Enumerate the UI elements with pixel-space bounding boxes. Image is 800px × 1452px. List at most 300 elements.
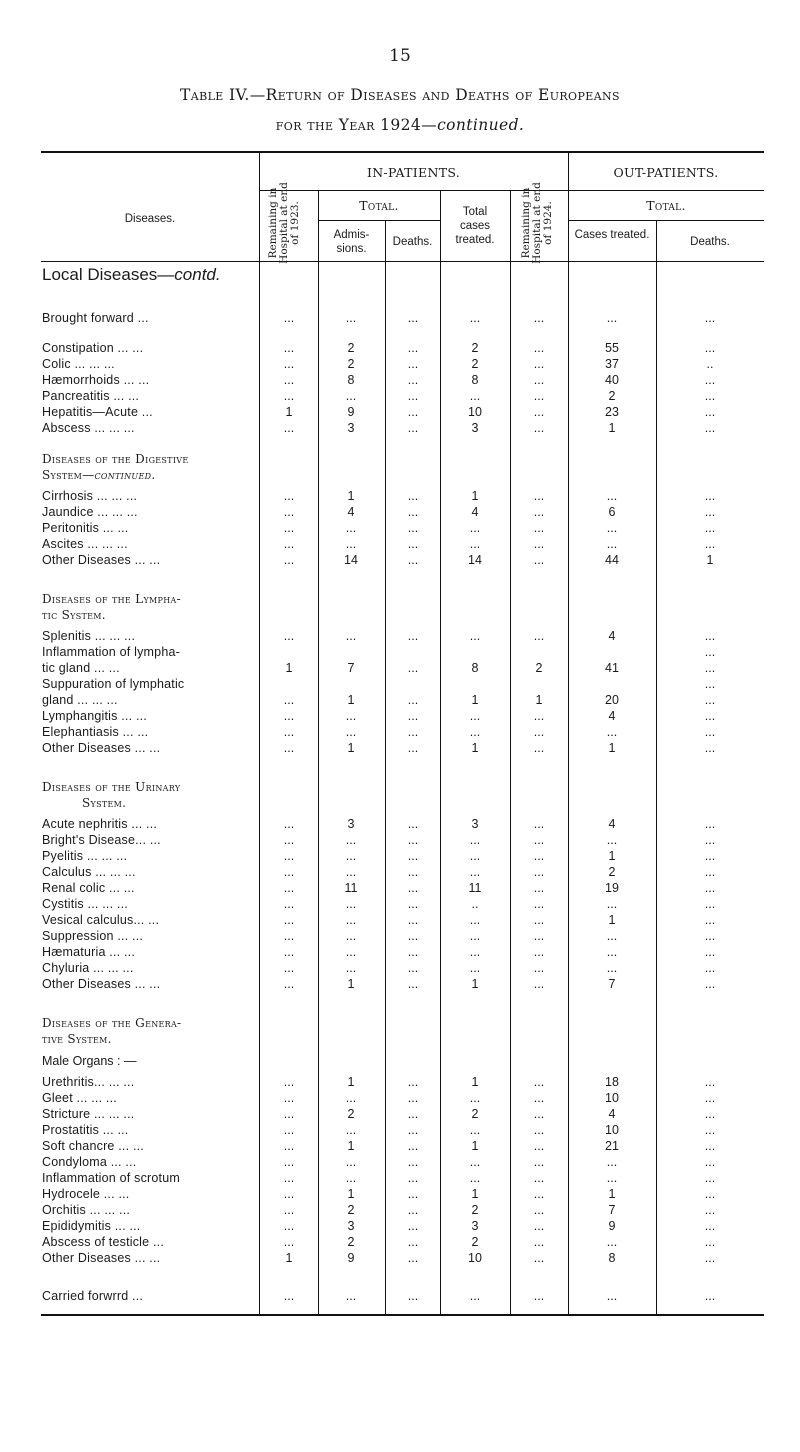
table-cell: 1 bbox=[471, 1139, 479, 1153]
table-cell: ... bbox=[533, 725, 545, 739]
disease-label: Hæmaturia ... ... bbox=[42, 945, 136, 959]
disease-label: Stricture ... ... ... bbox=[42, 1107, 135, 1121]
disease-label: Elephantiasis ... ... bbox=[42, 725, 149, 739]
table-cell: ... bbox=[704, 725, 716, 739]
table-cell: ... bbox=[283, 817, 295, 831]
disease-label: Orchitis ... ... ... bbox=[42, 1203, 131, 1217]
disease-label: Other Diseases ... ... bbox=[42, 977, 161, 991]
table-cell: 2 bbox=[471, 341, 479, 355]
table-cell: 1 bbox=[347, 1075, 355, 1089]
table-cell: ... bbox=[407, 913, 419, 927]
table-cell: ... bbox=[533, 977, 545, 991]
section-heading: Local Diseases—contd. bbox=[42, 265, 221, 284]
table-cell: 40 bbox=[605, 373, 619, 387]
section-heading: Diseases of the Urinary bbox=[42, 780, 181, 794]
table-cell: ... bbox=[469, 865, 481, 879]
table-cell: ... bbox=[469, 537, 481, 551]
table-cell: ... bbox=[283, 929, 295, 943]
table-cell: 1 bbox=[347, 977, 355, 991]
table-cell: ... bbox=[407, 817, 419, 831]
table-cell: 7 bbox=[347, 661, 355, 675]
table-cell: ... bbox=[704, 929, 716, 943]
table-cell: ... bbox=[704, 1219, 716, 1233]
disease-label: Constipation ... ... bbox=[42, 341, 144, 355]
table-cell: ... bbox=[283, 725, 295, 739]
table-cell: 3 bbox=[347, 421, 355, 435]
remaining-1924-header: Remaining in Hospital at end of 1924. bbox=[520, 182, 554, 264]
table-cell: ... bbox=[345, 1123, 357, 1137]
disease-label: Abscess of testicle ... bbox=[42, 1235, 165, 1249]
top-rule bbox=[41, 151, 764, 153]
disease-label: Colic ... ... ... bbox=[42, 357, 115, 371]
table-cell: 4 bbox=[347, 505, 355, 519]
table-cell: ... bbox=[283, 1107, 295, 1121]
table-cell: ... bbox=[606, 929, 618, 943]
table-row bbox=[0, 389, 800, 404]
disease-label: Prostatitis ... ... bbox=[42, 1123, 129, 1137]
table-cell: ... bbox=[606, 725, 618, 739]
table-cell: 1 bbox=[471, 1187, 479, 1201]
table-cell: ... bbox=[606, 1155, 618, 1169]
table-cell: 3 bbox=[471, 421, 479, 435]
table-cell: ... bbox=[407, 489, 419, 503]
table-cell: 1 bbox=[347, 741, 355, 755]
table-cell: ... bbox=[283, 1139, 295, 1153]
table-cell: ... bbox=[407, 357, 419, 371]
table-cell: 9 bbox=[347, 1251, 355, 1265]
table-cell: ... bbox=[283, 1219, 295, 1233]
table-cell: ... bbox=[704, 1235, 716, 1249]
table-cell: 55 bbox=[605, 341, 619, 355]
table-cell: ... bbox=[345, 709, 357, 723]
table-cell: 1 bbox=[285, 1251, 293, 1265]
table-row bbox=[0, 1203, 800, 1218]
table-cell: 2 bbox=[471, 1107, 479, 1121]
table-cell: ... bbox=[704, 1139, 716, 1153]
table-cell: ... bbox=[407, 865, 419, 879]
table-cell: ... bbox=[533, 521, 545, 535]
table-cell: ... bbox=[407, 881, 419, 895]
table-cell: ... bbox=[606, 311, 618, 325]
table-cell: ... bbox=[704, 421, 716, 435]
disease-label: Urethritis... ... ... bbox=[42, 1075, 135, 1089]
table-cell: 1 bbox=[608, 421, 616, 435]
table-cell: ... bbox=[407, 389, 419, 403]
table-cell: 3 bbox=[471, 817, 479, 831]
disease-label: Other Diseases ... ... bbox=[42, 741, 161, 755]
table-cell: ... bbox=[283, 521, 295, 535]
table-cell: ... bbox=[469, 929, 481, 943]
table-row bbox=[0, 817, 800, 832]
table-cell: 8 bbox=[471, 373, 479, 387]
table-cell: ... bbox=[469, 849, 481, 863]
table-cell: ... bbox=[606, 833, 618, 847]
remaining-1923-header: Remaining in Hospital at end of 1923. bbox=[267, 182, 301, 264]
table-row bbox=[0, 405, 800, 420]
table-cell: ... bbox=[283, 913, 295, 927]
table-cell: 2 bbox=[608, 865, 616, 879]
table-cell: ... bbox=[533, 945, 545, 959]
table-cell: ... bbox=[407, 897, 419, 911]
table-cell: ... bbox=[533, 1155, 545, 1169]
table-cell: 1 bbox=[471, 977, 479, 991]
table-cell: ... bbox=[533, 1203, 545, 1217]
table-cell: ... bbox=[283, 741, 295, 755]
table-cell: 8 bbox=[471, 661, 479, 675]
table-cell: ... bbox=[704, 865, 716, 879]
section-heading: tive System. bbox=[42, 1032, 112, 1046]
table-cell: ... bbox=[533, 421, 545, 435]
table-cell: ... bbox=[533, 849, 545, 863]
disease-label: Condyloma ... ... bbox=[42, 1155, 137, 1169]
table-row bbox=[0, 849, 800, 864]
table-cell: ... bbox=[533, 1289, 545, 1303]
disease-label: Hæmorrhoids ... ... bbox=[42, 373, 150, 387]
disease-label: Soft chancre ... ... bbox=[42, 1139, 144, 1153]
table-cell: 2 bbox=[471, 1203, 479, 1217]
disease-label: Renal colic ... ... bbox=[42, 881, 135, 895]
disease-label: Brought forward ... bbox=[42, 311, 149, 325]
table-cell: ... bbox=[533, 913, 545, 927]
table-cell: ... bbox=[704, 1187, 716, 1201]
table-cell: ... bbox=[533, 389, 545, 403]
table-cell: ... bbox=[704, 677, 716, 691]
table-cell: 1 bbox=[347, 489, 355, 503]
table-cell: ... bbox=[283, 977, 295, 991]
table-cell: 14 bbox=[344, 553, 358, 567]
table-cell: ... bbox=[283, 709, 295, 723]
table-row bbox=[0, 945, 800, 960]
table-cell: 8 bbox=[608, 1251, 616, 1265]
disease-label: Acute nephritis ... ... bbox=[42, 817, 158, 831]
page-number: 15 bbox=[389, 46, 411, 66]
table-row bbox=[0, 897, 800, 912]
table-cell: 1 bbox=[608, 913, 616, 927]
table-cell: ... bbox=[407, 1139, 419, 1153]
table-cell: ... bbox=[345, 311, 357, 325]
table-cell: ... bbox=[407, 629, 419, 643]
table-cell: ... bbox=[469, 961, 481, 975]
table-cell: ... bbox=[283, 945, 295, 959]
disease-label: Pancreatitis ... ... bbox=[42, 389, 140, 403]
table-row bbox=[0, 311, 800, 326]
table-row bbox=[0, 357, 800, 372]
in-patients-header: IN-PATIENTS. bbox=[366, 165, 461, 180]
table-cell: 1 bbox=[608, 1187, 616, 1201]
table-cell: 3 bbox=[347, 817, 355, 831]
table-cell: ... bbox=[283, 1289, 295, 1303]
table-cell: ... bbox=[407, 405, 419, 419]
table-cell: 2 bbox=[471, 357, 479, 371]
disease-label: Lymphangitis ... ... bbox=[42, 709, 147, 723]
table-cell: ... bbox=[345, 521, 357, 535]
table-row bbox=[0, 489, 800, 504]
table-cell: 4 bbox=[608, 1107, 616, 1121]
table-cell: ... bbox=[533, 1219, 545, 1233]
table-cell: 2 bbox=[608, 389, 616, 403]
table-row bbox=[0, 929, 800, 944]
disease-label: Epididymitis ... ... bbox=[42, 1219, 141, 1233]
table-cell: ... bbox=[533, 373, 545, 387]
table-row bbox=[0, 693, 800, 708]
table-cell: ... bbox=[704, 1251, 716, 1265]
table-cell: ... bbox=[606, 489, 618, 503]
table-cell: 1 bbox=[285, 661, 293, 675]
table-cell: 1 bbox=[347, 1187, 355, 1201]
table-row bbox=[0, 629, 800, 644]
table-cell: 1 bbox=[471, 693, 479, 707]
table-row bbox=[0, 553, 800, 568]
table-cell: ... bbox=[704, 389, 716, 403]
table-cell: ... bbox=[283, 693, 295, 707]
table-cell: ... bbox=[407, 341, 419, 355]
table-cell: 1 bbox=[347, 693, 355, 707]
table-cell: 2 bbox=[347, 1107, 355, 1121]
table-row bbox=[0, 373, 800, 388]
table-cell: 20 bbox=[605, 693, 619, 707]
table-cell: ... bbox=[533, 1091, 545, 1105]
table-cell: 1 bbox=[471, 1075, 479, 1089]
table-row bbox=[0, 537, 800, 552]
table-cell: 10 bbox=[605, 1091, 619, 1105]
table-cell: ... bbox=[345, 1155, 357, 1169]
table-cell: ... bbox=[407, 1107, 419, 1121]
table-cell: ... bbox=[704, 341, 716, 355]
table-cell: ... bbox=[407, 661, 419, 675]
table-cell: ... bbox=[606, 961, 618, 975]
table-cell: ... bbox=[533, 897, 545, 911]
table-title: Table IV.—Return of Diseases and Deaths of Europeans bbox=[180, 86, 620, 104]
table-cell: ... bbox=[533, 1107, 545, 1121]
out-deaths-header: Deaths. bbox=[690, 236, 730, 248]
table-cell: ... bbox=[704, 373, 716, 387]
table-cell: 11 bbox=[344, 881, 358, 895]
table-cell: ... bbox=[469, 833, 481, 847]
table-cell: ... bbox=[407, 693, 419, 707]
table-row bbox=[0, 1091, 800, 1106]
disease-label: Cystitis ... ... ... bbox=[42, 897, 128, 911]
total-cases-treated-header: Total cases treated. bbox=[455, 206, 495, 246]
table-cell: ... bbox=[469, 1289, 481, 1303]
table-cell: ... bbox=[283, 629, 295, 643]
table-cell: ... bbox=[469, 945, 481, 959]
total-out-rule bbox=[568, 220, 764, 221]
table-cell: 10 bbox=[468, 1251, 482, 1265]
table-cell: ... bbox=[283, 961, 295, 975]
table-cell: 10 bbox=[468, 405, 482, 419]
table-cell: ... bbox=[606, 1289, 618, 1303]
table-cell: ... bbox=[283, 421, 295, 435]
table-cell: ... bbox=[345, 1171, 357, 1185]
table-cell: ... bbox=[407, 741, 419, 755]
table-cell: ... bbox=[283, 357, 295, 371]
table-cell: ... bbox=[533, 629, 545, 643]
admissions-header: Admis- sions. bbox=[333, 229, 370, 255]
disease-label: Hydrocele ... ... bbox=[42, 1187, 130, 1201]
table-cell: 44 bbox=[605, 553, 619, 567]
table-cell: ... bbox=[283, 341, 295, 355]
table-cell: ... bbox=[704, 1075, 716, 1089]
table-cell: ... bbox=[704, 913, 716, 927]
table-row bbox=[0, 865, 800, 880]
disease-label: Abscess ... ... ... bbox=[42, 421, 135, 435]
table-cell: 6 bbox=[608, 505, 616, 519]
table-cell: 11 bbox=[468, 881, 482, 895]
table-cell: ... bbox=[704, 629, 716, 643]
table-cell: ... bbox=[533, 405, 545, 419]
table-cell: ... bbox=[283, 389, 295, 403]
table-cell: ... bbox=[345, 865, 357, 879]
table-cell: 41 bbox=[605, 661, 619, 675]
table-row bbox=[0, 709, 800, 724]
table-cell: ... bbox=[606, 1235, 618, 1249]
table-cell: ... bbox=[533, 1187, 545, 1201]
table-cell: 7 bbox=[608, 977, 616, 991]
table-cell: ... bbox=[407, 1289, 419, 1303]
table-cell: ... bbox=[407, 1075, 419, 1089]
table-cell: 9 bbox=[608, 1219, 616, 1233]
table-cell: ... bbox=[606, 521, 618, 535]
table-cell: ... bbox=[283, 489, 295, 503]
disease-label: Hepatitis—Acute ... bbox=[42, 405, 153, 419]
table-cell: ... bbox=[704, 505, 716, 519]
table-cell: ... bbox=[469, 629, 481, 643]
table-cell: ... bbox=[345, 629, 357, 643]
table-cell: 4 bbox=[608, 817, 616, 831]
section-heading: Diseases of the Lympha- bbox=[42, 592, 181, 606]
table-row bbox=[0, 1171, 800, 1186]
table-cell: 21 bbox=[605, 1139, 619, 1153]
table-cell: 2 bbox=[347, 1235, 355, 1249]
table-row bbox=[0, 505, 800, 520]
table-cell: 9 bbox=[347, 405, 355, 419]
cases-treated-header: Cases treated. bbox=[574, 229, 650, 241]
table-cell: ... bbox=[407, 709, 419, 723]
table-cell: ... bbox=[704, 881, 716, 895]
table-cell: ... bbox=[704, 1289, 716, 1303]
table-cell: 1 bbox=[706, 553, 714, 567]
table-cell: 1 bbox=[608, 849, 616, 863]
table-cell: ... bbox=[533, 311, 545, 325]
table-cell: ... bbox=[704, 945, 716, 959]
table-cell: ... bbox=[533, 553, 545, 567]
section-heading: tic System. bbox=[42, 608, 106, 622]
table-cell: ... bbox=[283, 1187, 295, 1201]
table-cell: ... bbox=[345, 961, 357, 975]
table-cell: .. bbox=[706, 357, 714, 371]
table-cell: ... bbox=[345, 929, 357, 943]
table-cell: ... bbox=[283, 849, 295, 863]
disease-label: Calculus ... ... ... bbox=[42, 865, 136, 879]
table-cell: .. bbox=[471, 897, 479, 911]
table-cell: ... bbox=[704, 645, 716, 659]
table-cell: ... bbox=[533, 1171, 545, 1185]
table-row bbox=[0, 977, 800, 992]
table-cell: ... bbox=[533, 709, 545, 723]
table-cell: ... bbox=[407, 1123, 419, 1137]
section-heading: Diseases of the Genera- bbox=[42, 1016, 182, 1030]
table-row bbox=[0, 421, 800, 436]
table-row bbox=[0, 881, 800, 896]
table-cell: ... bbox=[283, 865, 295, 879]
disease-label: Pyelitis ... ... ... bbox=[42, 849, 128, 863]
table-cell: ... bbox=[469, 1155, 481, 1169]
disease-label: Cirrhosis ... ... ... bbox=[42, 489, 138, 503]
table-cell: 2 bbox=[535, 661, 543, 675]
table-cell: ... bbox=[283, 897, 295, 911]
table-cell: 2 bbox=[347, 341, 355, 355]
table-cell: ... bbox=[704, 1203, 716, 1217]
disease-label: Jaundice ... ... ... bbox=[42, 505, 138, 519]
table-cell: 1 bbox=[347, 1139, 355, 1153]
table-cell: 7 bbox=[608, 1203, 616, 1217]
table-cell: 19 bbox=[605, 881, 619, 895]
table-cell: ... bbox=[533, 1075, 545, 1089]
table-cell: ... bbox=[407, 977, 419, 991]
disease-label: Carried forwrrd ... bbox=[42, 1289, 144, 1303]
table-cell: ... bbox=[407, 929, 419, 943]
table-row bbox=[0, 725, 800, 740]
table-cell: ... bbox=[704, 1107, 716, 1121]
table-cell: 3 bbox=[347, 1219, 355, 1233]
table-cell: ... bbox=[283, 311, 295, 325]
section-heading: System—continued. bbox=[42, 468, 156, 482]
table-cell: ... bbox=[283, 537, 295, 551]
table-row bbox=[0, 661, 800, 676]
table-cell: ... bbox=[407, 849, 419, 863]
table-row bbox=[0, 961, 800, 976]
table-title-line2 bbox=[0, 116, 800, 134]
out-patients-rule bbox=[568, 190, 764, 191]
diseases-header: Diseases. bbox=[124, 213, 176, 225]
table-row bbox=[0, 1187, 800, 1202]
table-cell: 1 bbox=[285, 405, 293, 419]
table-cell: 2 bbox=[347, 1203, 355, 1217]
table-cell: ... bbox=[283, 833, 295, 847]
table-cell: ... bbox=[704, 537, 716, 551]
table-cell: ... bbox=[469, 389, 481, 403]
table-cell: ... bbox=[407, 961, 419, 975]
total-in-rule bbox=[318, 220, 440, 221]
table-cell: ... bbox=[533, 537, 545, 551]
table-row bbox=[0, 741, 800, 756]
table-row bbox=[0, 341, 800, 356]
table-cell: ... bbox=[469, 1091, 481, 1105]
table-cell: ... bbox=[533, 341, 545, 355]
table-cell: ... bbox=[469, 1171, 481, 1185]
table-cell: ... bbox=[407, 1155, 419, 1169]
table-cell: ... bbox=[704, 521, 716, 535]
table-row bbox=[0, 1139, 800, 1154]
table-cell: ... bbox=[469, 521, 481, 535]
table-cell: ... bbox=[283, 1075, 295, 1089]
table-cell: ... bbox=[283, 373, 295, 387]
disease-label: Other Diseases ... ... bbox=[42, 553, 161, 567]
table-row bbox=[0, 1123, 800, 1138]
table-cell: ... bbox=[533, 961, 545, 975]
table-cell: ... bbox=[533, 505, 545, 519]
table-cell: ... bbox=[533, 489, 545, 503]
table-row bbox=[0, 1155, 800, 1170]
table-row bbox=[0, 521, 800, 536]
title-suffix: continued. bbox=[437, 116, 525, 134]
disease-label: Suppuration of lymphatic bbox=[42, 677, 185, 691]
table-cell: 1 bbox=[471, 489, 479, 503]
table-cell: ... bbox=[704, 897, 716, 911]
table-cell: ... bbox=[533, 833, 545, 847]
table-cell: ... bbox=[606, 537, 618, 551]
title-prefix: for the Year 1924— bbox=[275, 116, 438, 134]
